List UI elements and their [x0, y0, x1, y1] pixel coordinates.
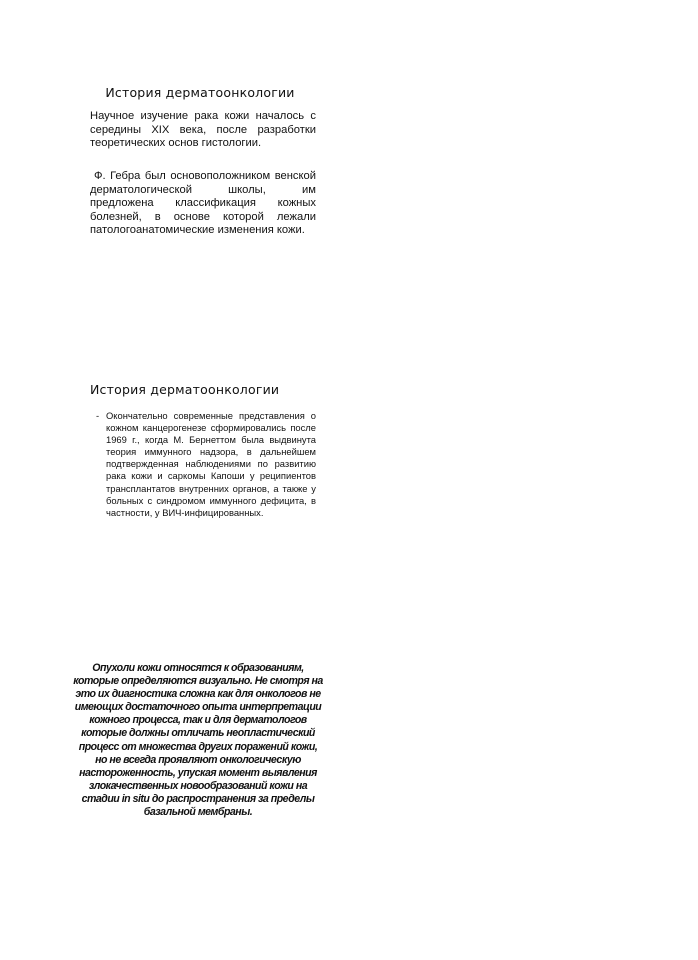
slide-1-paragraph-1: Научное изучение рака кожи началось с середины XIX века, после разработки теоретических основ гистологии. [90, 110, 316, 150]
slide-2-title: История дерматоонкологии [90, 382, 280, 397]
slide-3-paragraph: Опухоли кожи относятся к образованиям, которые определяются визуально. Не смотря на это их диагностика сложна как для онкологов не имеющих достаточного опыта интерпретации кожного процесса, так и для дерматологов которые должны отличать неопластический процесс от множества других поражений кожи, но не всегда проявляют онкологическую настороженность, упуская момент выявления злокачественных новообразований кожи на стадии in situ до распространения за пределы базальной мембраны. [73, 662, 323, 819]
bullet-dash: - [96, 410, 100, 421]
list-item [96, 410, 316, 519]
slide-1-paragraph-2: Ф. Гебра был основоположником венской дерматологической школы, им предложена классификация кожных болезней, в основе которой лежали патологоанатомические изменения кожи. [90, 170, 316, 237]
slide-1-title: История дерматоонкологии [105, 85, 295, 100]
list-item-text: Окончательно современные представления о кожном канцерогенезе сформировались после 1969 г., когда М. Бернеттом была выдвинута теория иммунного надзора, в дальнейшем подтвержденная наблюдениями по развитию рака кожи и саркомы Капоши у реципиентов трансплантатов внутренних органов, а также у больных с синдромом иммунного дефицита, в частности, у ВИЧ-инфицированных. [106, 410, 316, 518]
slide-2-list [96, 410, 316, 519]
